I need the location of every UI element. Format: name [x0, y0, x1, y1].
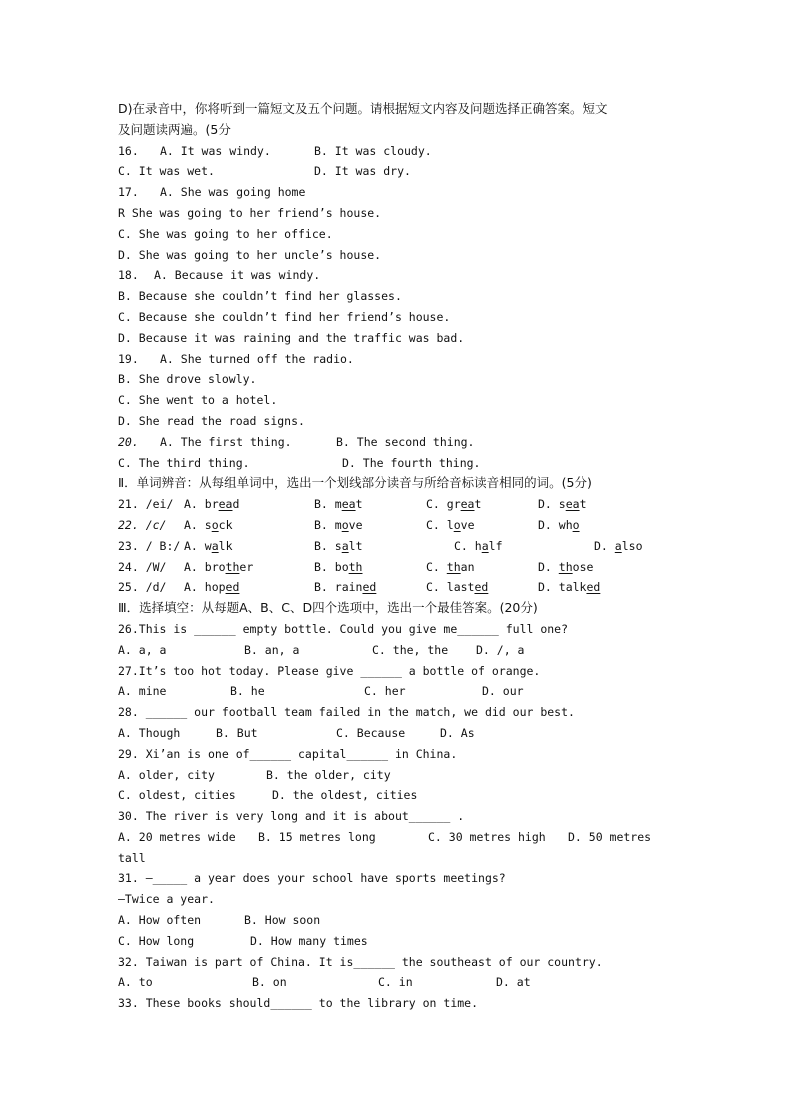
word-part: lso: [621, 538, 643, 553]
word-part: C. l: [426, 517, 454, 532]
option-d: D. How many times: [250, 933, 368, 948]
underlined-letters: ed: [586, 580, 601, 595]
word-part: C. last: [426, 580, 475, 595]
option-c: C. The third thing.: [118, 455, 250, 470]
underlined-letters: th: [225, 559, 240, 574]
underlined-letters: ea: [460, 497, 475, 512]
question-20: [118, 432, 678, 453]
option-a: [184, 557, 253, 578]
question-28-options: [118, 723, 678, 744]
option-c: [426, 494, 481, 515]
option-d: [538, 515, 580, 536]
phonetic-question-23: [118, 536, 678, 557]
option-b: [314, 557, 362, 578]
question-18-option-d: D. Because it was raining and the traffic was bad.: [118, 330, 465, 345]
word-part: ve: [348, 517, 363, 532]
word-part: t: [579, 497, 587, 512]
question-31: 31. —_____ a year does your school have sports meetings?: [118, 871, 506, 886]
question-27-options: [118, 681, 678, 702]
option-a: [184, 577, 239, 598]
phonetic-question-22: [118, 515, 678, 536]
question-26-options: [118, 640, 678, 661]
question-16: [118, 141, 678, 162]
option-c: C. oldest, cities: [118, 788, 236, 803]
question-17-option-b: R She was going to her friend’s house.: [118, 205, 382, 220]
document-page: [118, 99, 678, 1014]
question-number: 20.: [118, 434, 139, 449]
underlined-letters: a: [481, 538, 489, 553]
option-d: D. As: [440, 725, 475, 740]
question-number: 17.: [118, 185, 139, 200]
question-31-options-ab: [118, 910, 678, 931]
question-number: 22. /c/: [118, 517, 167, 532]
word-part: C.: [426, 559, 447, 574]
underlined-letters: a: [341, 538, 349, 553]
word-part: er: [239, 559, 254, 574]
option-a: A. older, city: [118, 767, 215, 782]
underlined-letters: a: [614, 538, 622, 553]
option-a: A. to: [118, 975, 153, 990]
option-c: C. How long: [118, 933, 195, 948]
underlined-letters: ed: [225, 580, 240, 595]
option-d: [538, 494, 587, 515]
option-b: B. 15 metres long: [258, 829, 376, 844]
underlined-letters: a: [211, 538, 219, 553]
underlined-letters: ea: [341, 497, 356, 512]
option-c: C. the, the: [372, 642, 449, 657]
question-number: 16.: [118, 143, 139, 158]
question-27: 27.It’s too hot today. Please give ______ a bottle of orange.: [118, 663, 541, 678]
option-b: B. on: [252, 975, 287, 990]
option-b: B. But: [216, 725, 258, 740]
option-d: D. It was dry.: [314, 164, 411, 179]
option-d: [538, 577, 600, 598]
section-d-instruction-line1: D)在录音中，你将听到一篇短文及五个问题。请根据短文内容及问题选择正确答案。短文: [118, 101, 608, 116]
option-b: [314, 536, 363, 557]
question-30: 30. The river is very long and it is about______ .: [118, 809, 465, 824]
word-part: d: [232, 497, 240, 512]
option-b: [314, 515, 363, 536]
word-part: B. bo: [314, 559, 349, 574]
underlined-letters: ea: [218, 497, 233, 512]
question-29: 29. Xi’an is one of______ capital______ in China.: [118, 746, 458, 761]
word-part: A. s: [184, 517, 212, 532]
option-c: [454, 536, 503, 557]
word-part: A. w: [184, 538, 212, 553]
word-part: D. wh: [538, 517, 573, 532]
option-a: A. 20 metres wide: [118, 829, 236, 844]
word-part: D. talk: [538, 580, 587, 595]
option-c: C. 30 metres high: [428, 829, 546, 844]
question-18-option-c: C. Because she couldn’t find her friend’s house.: [118, 309, 451, 324]
question-31-reply: —Twice a year.: [118, 892, 215, 907]
word-part: B. m: [314, 517, 342, 532]
option-a: [184, 515, 233, 536]
question-19-option-c: C. She went to a hotel.: [118, 393, 278, 408]
option-a: A. How often: [118, 913, 202, 928]
word-part: B. s: [314, 538, 342, 553]
question-19-option-b: B. She drove slowly.: [118, 372, 257, 387]
word-part: t: [355, 497, 363, 512]
word-part: ose: [572, 559, 594, 574]
question-28: 28. ______ our football team failed in the match, we did our best.: [118, 705, 575, 720]
question-number: 18.: [118, 268, 139, 283]
question-18-option-b: B. Because she couldn’t find her glasses.: [118, 289, 402, 304]
question-17-option-c: C. She was going to her office.: [118, 226, 333, 241]
underlined-letters: th: [446, 559, 461, 574]
option-d: D. our: [482, 684, 524, 699]
question-16-options-cd: [118, 161, 678, 182]
option-b: B. How soon: [244, 913, 321, 928]
word-part: C. h: [454, 538, 482, 553]
word-part: lk: [218, 538, 233, 553]
option-a: [184, 536, 233, 557]
option-a: A. She turned off the radio.: [160, 351, 354, 366]
question-31-options-cd: [118, 931, 678, 952]
option-d: D. The fourth thing.: [342, 455, 481, 470]
option-a: A. The first thing.: [160, 434, 292, 449]
underlined-letters: ed: [474, 580, 489, 595]
option-a: [184, 494, 239, 515]
option-d: [538, 557, 593, 578]
question-18: [118, 265, 678, 286]
option-b: B. an, a: [244, 642, 300, 657]
question-26: 26.This is ______ empty bottle. Could you give me______ full one?: [118, 621, 569, 636]
question-number: 25. /d/: [118, 580, 167, 595]
option-a: A. mine: [118, 684, 167, 699]
option-d: D. /, a: [476, 642, 525, 657]
section-2-title: Ⅱ．单词辨音：从每组单词中，选出一个划线部分读音与所给音标读音相同的词。(5分): [118, 475, 592, 491]
option-a: A. Because it was windy.: [154, 268, 321, 283]
question-33: 33. These books should______ to the library on time.: [118, 996, 479, 1011]
section-d-instruction-line2: 及问题读两遍。(5分: [118, 121, 231, 137]
option-d: D. the oldest, cities: [272, 788, 418, 803]
underlined-letters: o: [453, 517, 461, 532]
question-17-option-d: D. She was going to her uncle’s house.: [118, 247, 382, 262]
question-30-options: [118, 827, 678, 848]
question-30-option-d-tail: tall: [118, 850, 146, 865]
underlined-letters: th: [348, 559, 363, 574]
option-a: A. She was going home: [160, 185, 306, 200]
question-20-options-cd: [118, 453, 678, 474]
underlined-letters: o: [211, 517, 219, 532]
question-32-options: [118, 972, 678, 993]
phonetic-question-24: [118, 557, 678, 578]
option-d: [594, 536, 643, 557]
question-19: [118, 349, 678, 370]
word-part: D.: [538, 559, 559, 574]
option-c: [426, 515, 475, 536]
word-part: C. gr: [426, 497, 461, 512]
word-part: D.: [594, 538, 615, 553]
option-b: [314, 577, 376, 598]
word-part: lt: [348, 538, 363, 553]
option-b: B. The second thing.: [336, 434, 475, 449]
word-part: A. hop: [184, 580, 226, 595]
question-number: 23. / B:/: [118, 538, 181, 553]
option-b: B. It was cloudy.: [314, 143, 432, 158]
option-c: C. Because: [336, 725, 406, 740]
underlined-letters: ed: [362, 580, 377, 595]
underlined-letters: o: [572, 517, 580, 532]
underlined-letters: ea: [565, 497, 580, 512]
option-d: D. 50 metres: [568, 829, 652, 844]
option-b: [314, 494, 363, 515]
option-c: C. It was wet.: [118, 164, 215, 179]
question-number: 21. /ei/: [118, 497, 174, 512]
question-number: 24. /W/: [118, 559, 167, 574]
question-29-options-cd: [118, 785, 678, 806]
option-c: C. in: [378, 975, 413, 990]
option-d: D. at: [496, 975, 531, 990]
phonetic-question-25: [118, 577, 678, 598]
word-part: ck: [218, 517, 233, 532]
option-c: [426, 557, 475, 578]
question-29-options-ab: [118, 765, 678, 786]
word-part: ve: [460, 517, 475, 532]
word-part: an: [460, 559, 475, 574]
word-part: lf: [488, 538, 503, 553]
option-b: B. he: [230, 684, 265, 699]
word-part: B. m: [314, 497, 342, 512]
word-part: D. s: [538, 497, 566, 512]
word-part: B. rain: [314, 580, 363, 595]
option-a: A. Though: [118, 725, 181, 740]
option-c: [426, 577, 488, 598]
question-32: 32. Taiwan is part of China. It is______ the southeast of our country.: [118, 954, 603, 969]
underlined-letters: o: [341, 517, 349, 532]
option-b: B. the older, city: [266, 767, 391, 782]
section-3-title: Ⅲ．选择填空：从每题A、B、C、D四个选项中，选出一个最佳答案。(20分): [118, 600, 538, 616]
phonetic-question-21: [118, 494, 678, 515]
question-17: [118, 182, 678, 203]
question-number: 19.: [118, 351, 139, 366]
underlined-letters: th: [558, 559, 573, 574]
word-part: t: [474, 497, 482, 512]
option-a: A. a, a: [118, 642, 167, 657]
option-c: C. her: [364, 684, 406, 699]
question-19-option-d: D. She read the road signs.: [118, 413, 305, 428]
option-a: A. It was windy.: [160, 143, 271, 158]
word-part: A. br: [184, 497, 219, 512]
word-part: A. bro: [184, 559, 226, 574]
